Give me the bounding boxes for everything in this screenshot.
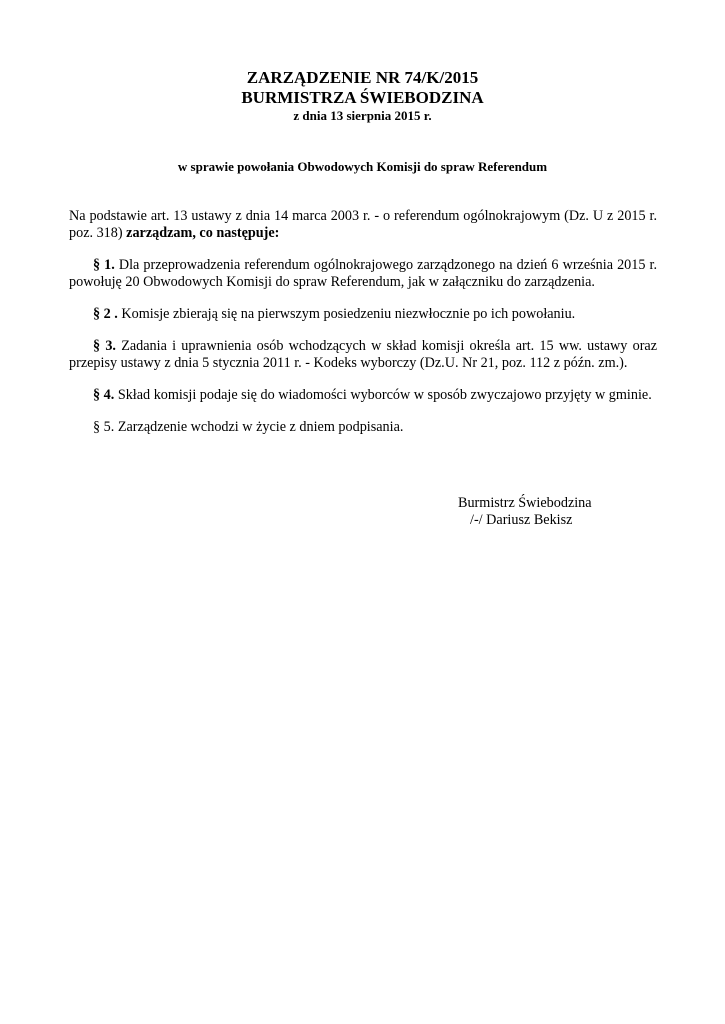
preamble-bold-text: zarządzam, co następuje: — [126, 225, 280, 241]
section-paragraph-3 — [69, 338, 657, 372]
signature-block — [458, 495, 592, 529]
section-mark: § 1. — [93, 257, 115, 273]
document-title-line2: BURMISTRZA ŚWIEBODZINA — [241, 88, 484, 107]
section-mark: § 3. — [93, 338, 116, 354]
document-header — [0, 68, 725, 124]
section-paragraph-2 — [69, 306, 657, 323]
document-subject: w sprawie powołania Obwodowych Komisji do spraw Referendum — [177, 159, 548, 174]
document-title-line1: ZARZĄDZENIE NR 74/K/2015 — [246, 68, 479, 87]
signature-name: /-/ Dariusz Bekisz — [470, 512, 573, 528]
preamble-text: Na podstawie art. 13 ustawy z dnia 14 marca 2003 r. - o referendum ogólnokrajowym (Dz. U z 2015 r. poz. 318) — [69, 208, 657, 241]
section-text: Zadania i uprawnienia osób wchodzących w skład komisji określa art. 15 ww. ustawy oraz przepisy ustawy z dnia 5 stycznia 2011 r. - Kodeks wyborczy (Dz.U. Nr 21, poz. 112 z późn. zm.). — [69, 338, 658, 371]
section-paragraph-1 — [69, 257, 657, 291]
section-text: Dla przeprowadzenia referendum ogólnokrajowego zarządzonego na dzień 6 września 2015 r. powołuję 20 Obwodowych Komisji do spraw Referendum, jak w załączniku do zarządzenia. — [69, 257, 657, 290]
section-paragraph-5 — [69, 419, 657, 436]
document-date: z dnia 13 sierpnia 2015 r. — [293, 108, 432, 123]
section-mark: § 2 . — [93, 306, 118, 322]
section-paragraph-4 — [69, 387, 657, 404]
section-mark: § 4. — [93, 387, 115, 403]
section-text: § 5. Zarządzenie wchodzi w życie z dniem podpisania. — [93, 419, 404, 435]
preamble-paragraph — [69, 208, 657, 242]
signature-title: Burmistrz Świebodzina — [458, 495, 592, 511]
document-body — [69, 208, 657, 436]
section-text: Komisje zbierają się na pierwszym posiedzeniu niezwłocznie po ich powołaniu. — [117, 306, 576, 322]
section-text: Skład komisji podaje się do wiadomości wyborców w sposób zwyczajowo przyjęty w gminie. — [114, 387, 652, 403]
